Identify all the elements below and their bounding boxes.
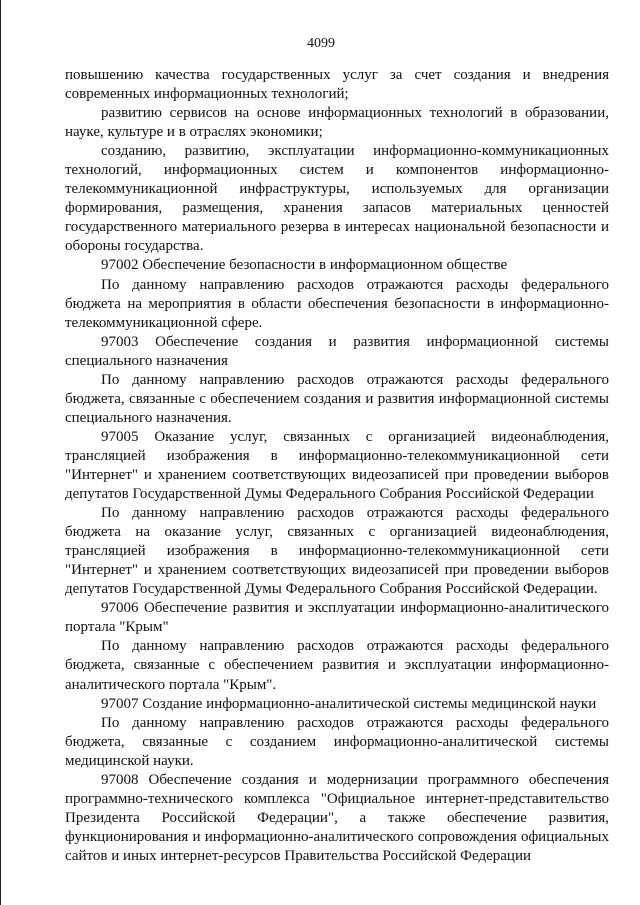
- paragraph: созданию, развитию, эксплуатации информационно-коммуникационных технологий, информационных систем и компонентов информационно-телекоммуникационной инфраструктуры, используемых для организации формирования, размещения, хранения запасов материальных ценностей государственного материального резерва в интересах национальной безопасности и обороны государства.: [65, 143, 609, 255]
- section-heading-97007: 97007 Создание информационно-аналитической системы медицинской науки: [101, 695, 597, 712]
- paragraph: По данному направлению расходов отражаются расходы федерального бюджета на мероприятия в области обеспечения безопасности в информационно-телекоммуникационной сфере.: [65, 276, 609, 331]
- paragraph: повышению качества государственных услуг за счет создания и внедрения современных информационных технологий;: [65, 67, 609, 103]
- section-heading-97003: 97003 Обеспечение создания и развития информационной системы специального назначения: [65, 333, 609, 369]
- document-body: [65, 66, 609, 866]
- section-heading-97006: 97006 Обеспечение развития и эксплуатации информационно-аналитического портала "Крым": [65, 600, 609, 636]
- paragraph: По данному направлению расходов отражаются расходы федерального бюджета, связанные с созданием информационно-аналитической системы медицинской науки.: [65, 714, 609, 769]
- section-heading-97008: 97008 Обеспечение создания и модернизации программного обеспечения программно-технического комплекса "Официальное интернет-представительство Президента Российской Федерации", а также обеспечение развития, функционирования и информационно-аналитического сопровождения официальных сайтов и иных интернет-ресурсов Правительства Российской Федерации: [65, 771, 609, 864]
- section-heading-97005: 97005 Оказание услуг, связанных с организацией видеонаблюдения, трансляцией изображения в информационно-телекоммуникационной сети "Интернет" и хранением соответствующих видеозаписей при проведении выборов депутатов Государственной Думы Федерального Собрания Российской Федерации: [65, 428, 609, 503]
- paragraph: развитию сервисов на основе информационных технологий в образовании, науке, культуре и в отраслях экономики;: [65, 105, 609, 141]
- page-number: 4099: [307, 36, 335, 51]
- paragraph: По данному направлению расходов отражаются расходы федерального бюджета, связанные с обеспечением развития и эксплуатации информационно-аналитического портала "Крым".: [65, 638, 609, 693]
- paragraph: По данному направлению расходов отражаются расходы федерального бюджета на оказание услуг, связанных с организацией видеонаблюдения, трансляцией изображения в информационно-телекоммуникационной сети "Интернет" и хранением соответствующих видеозаписей при проведении выборов депутатов Государственной Думы Федерального Собрания Российской Федерации.: [65, 505, 609, 598]
- section-heading-97002: 97002 Обеспечение безопасности в информационном обществе: [101, 257, 508, 274]
- paragraph: По данному направлению расходов отражаются расходы федерального бюджета, связанные с обеспечением создания и развития информационной системы специального назначения.: [65, 371, 609, 426]
